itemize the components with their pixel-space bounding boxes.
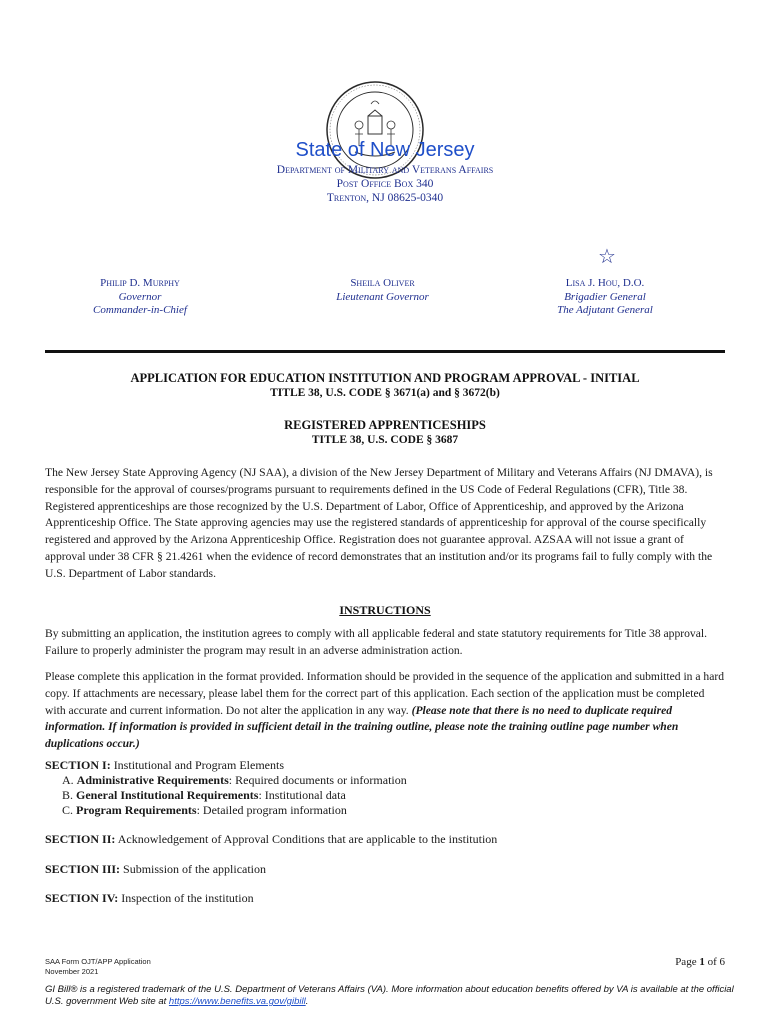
section-text: Submission of the application <box>120 862 267 876</box>
state-title: State of New Jersey <box>295 139 475 161</box>
section-1-item-a <box>62 773 407 788</box>
application-subtitle: REGISTERED APPRENTICESHIPS <box>284 418 486 432</box>
intro-paragraph: The New Jersey State Approving Agency (NJ SAA), a division of the New Jersey Department of Military and Veterans Affairs (NJ DMAVA), is responsible for the approval of courses/programs pursuant to requirements defined in the US Code of Federal Regulations (CFR), Title 38. Registered apprenticeships are those recognized by the U.S. Department of Labor, Office of Apprenticeship, and approved by the Arizona Apprenticeship Office. The State approving agencies may use the registered standards of apprenticeship for approval of the course specifically registered and approved by the Arizona Apprenticeship Office. Registration does not guarantee approval. AZSAA will not issue a grant of approval under 38 CFR § 21.4261 when the evidence of record demonstrates that an institution and/or its programs fail to fully comply with the U.S. Department of Labor standards. <box>45 466 713 580</box>
instructions-paragraph-1: By submitting an application, the institution agrees to comply with all applicable federal and state statutory requirements for Title 38 approval. Failure to properly administer the program may result in an adverse administration action. <box>45 627 707 657</box>
header-divider <box>45 350 725 353</box>
gibill-link[interactable]: https://www.benefits.va.gov/gibill <box>168 996 306 1007</box>
official-title: Commander-in-Chief <box>93 304 187 316</box>
application-title: APPLICATION FOR EDUCATION INSTITUTION AND PROGRAM APPROVAL - INITIAL <box>130 371 640 385</box>
page-of: of <box>704 956 720 968</box>
official-title: The Adjutant General <box>557 304 653 316</box>
section-text: Inspection of the institution <box>118 891 254 905</box>
gibill-end: . <box>305 996 309 1007</box>
item-prefix: B. <box>62 788 77 802</box>
section-3 <box>45 862 266 877</box>
section-2 <box>45 832 497 847</box>
department-name: Department of Military and Veterans Affairs <box>276 164 494 176</box>
footer-form-info <box>45 957 151 977</box>
item-text: : Detailed program information <box>196 803 347 817</box>
item-prefix: A. <box>62 773 77 787</box>
official-governor <box>60 277 220 318</box>
page-total: 6 <box>719 956 725 968</box>
item-label: Program Requirements <box>76 803 197 817</box>
official-adjutant-general <box>535 277 675 318</box>
official-title: Brigadier General <box>564 290 646 303</box>
gibill-notice <box>45 984 735 1008</box>
application-code: TITLE 38, U.S. CODE § 3671(a) and § 3672(b) <box>270 387 500 399</box>
instructions-heading: INSTRUCTIONS <box>339 603 431 617</box>
application-subcode: TITLE 38, U.S. CODE § 3687 <box>311 434 459 446</box>
item-text: : Required documents or information <box>228 773 407 787</box>
section-1-item-c <box>62 803 347 818</box>
section-label: SECTION II: <box>45 832 116 846</box>
page-label: Page <box>675 956 700 968</box>
section-4 <box>45 891 254 906</box>
section-1 <box>45 758 284 773</box>
instructions-paragraph-2 <box>45 669 725 753</box>
official-name: Lisa J. Hou, D.O. <box>565 277 645 289</box>
item-label: Administrative Requirements <box>76 773 229 787</box>
instructions-note: (Please note that there is no need to duplicate required information. If information is provided in sufficient detail in the training outline, please note the training outline page number when duplications occur.) <box>45 703 679 751</box>
page-number <box>640 956 725 968</box>
official-title: Governor <box>118 290 162 303</box>
official-title: Lieutenant Governor <box>336 290 429 303</box>
item-prefix: C. <box>62 803 77 817</box>
official-name: Philip D. Murphy <box>100 277 180 289</box>
star-icon: ☆ <box>598 246 616 268</box>
item-label: General Institutional Requirements <box>76 788 259 802</box>
city-address: Trenton, NJ 08625-0340 <box>326 192 444 204</box>
section-label: SECTION III: <box>45 862 121 876</box>
instructions-text: Please complete this application in the format provided. Information should be provided in the sequence of the application and submitted in a hard copy. If attachments are necessary, please label them for the correct part of this application. Each section of the application must be completed with accurate and current information. Do not alter the application in any way. <box>45 670 725 717</box>
form-date: November 2021 <box>45 967 99 976</box>
item-text: : Institutional data <box>258 788 346 802</box>
po-box: Post Office Box 340 <box>336 178 434 190</box>
page-current: 1 <box>699 956 705 968</box>
form-name: SAA Form OJT/APP Application <box>45 957 151 966</box>
section-label: SECTION I: <box>45 758 111 772</box>
official-name: Sheila Oliver <box>350 277 415 289</box>
official-lt-governor <box>300 277 465 304</box>
section-label: SECTION IV: <box>45 891 119 905</box>
section-text: Acknowledgement of Approval Conditions that are applicable to the institution <box>115 832 498 846</box>
section-text: Institutional and Program Elements <box>110 758 284 772</box>
gibill-text: GI Bill® is a registered trademark of the U.S. Department of Veterans Affairs (VA). More information about education benefits offered by VA is available at the official U.S. government Web site at <box>45 984 734 1007</box>
section-1-item-b <box>62 788 346 803</box>
